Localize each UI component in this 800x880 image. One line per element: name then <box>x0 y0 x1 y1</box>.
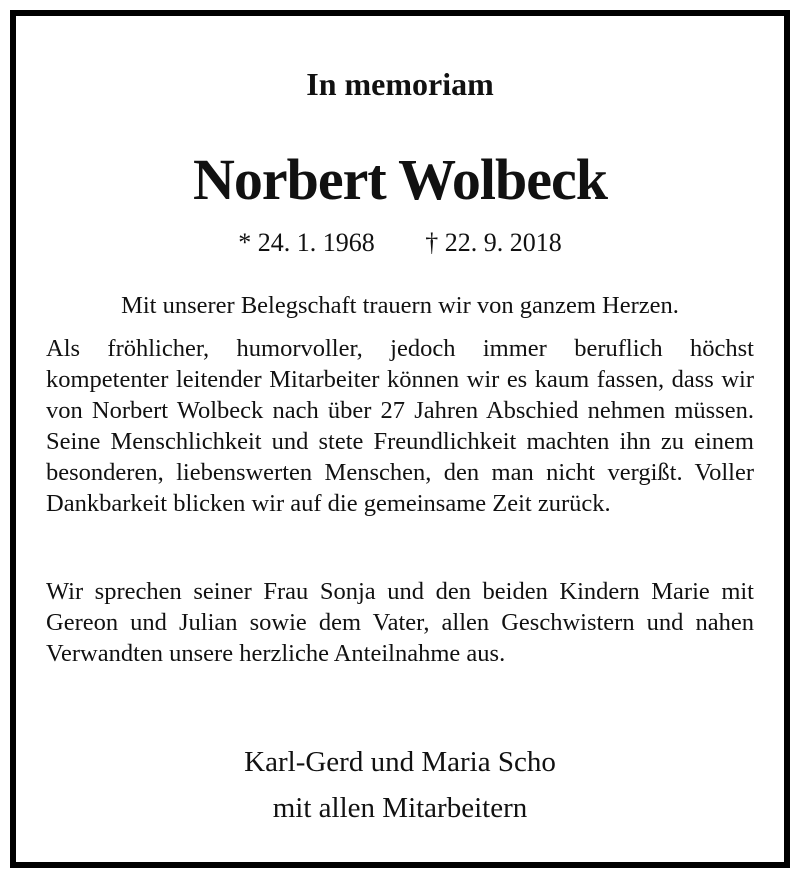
signature-staff: mit allen Mitarbeitern <box>272 792 528 824</box>
death-date: † 22. 9. 2018 <box>425 228 562 257</box>
life-dates <box>16 228 784 258</box>
deceased-name: Norbert Wolbeck <box>192 147 608 212</box>
notice-heading: In memoriam <box>306 66 494 102</box>
condolence-paragraph: Wir sprechen seiner Frau Sonja und den beiden Kindern Marie mit Gereon und Julian sowie dem Vater, allen Geschwistern und nahen Verwandten unsere herzliche Anteilnahme aus. <box>46 578 754 667</box>
obituary-notice <box>10 10 790 868</box>
opening-line: Mit unserer Belegschaft trauern wir von ganzem Herzen. <box>121 292 679 319</box>
birth-date: * 24. 1. 1968 <box>238 228 375 257</box>
signature-names: Karl-Gerd und Maria Scho <box>244 746 556 778</box>
tribute-paragraph: Als fröhlicher, humorvoller, jedoch immer beruflich höchst kompetenter leitender Mitarbeiter können wir es kaum fassen, dass wir von Norbert Wolbeck nach über 27 Jahren Abschied nehmen müssen. Seine Menschlichkeit und stete Freundlichkeit machten ihn zu einem besonderen, liebenswerten Menschen, den man nicht vergißt. Voller Dankbarkeit blicken wir auf die gemeinsame Zeit zurück. <box>46 335 754 517</box>
